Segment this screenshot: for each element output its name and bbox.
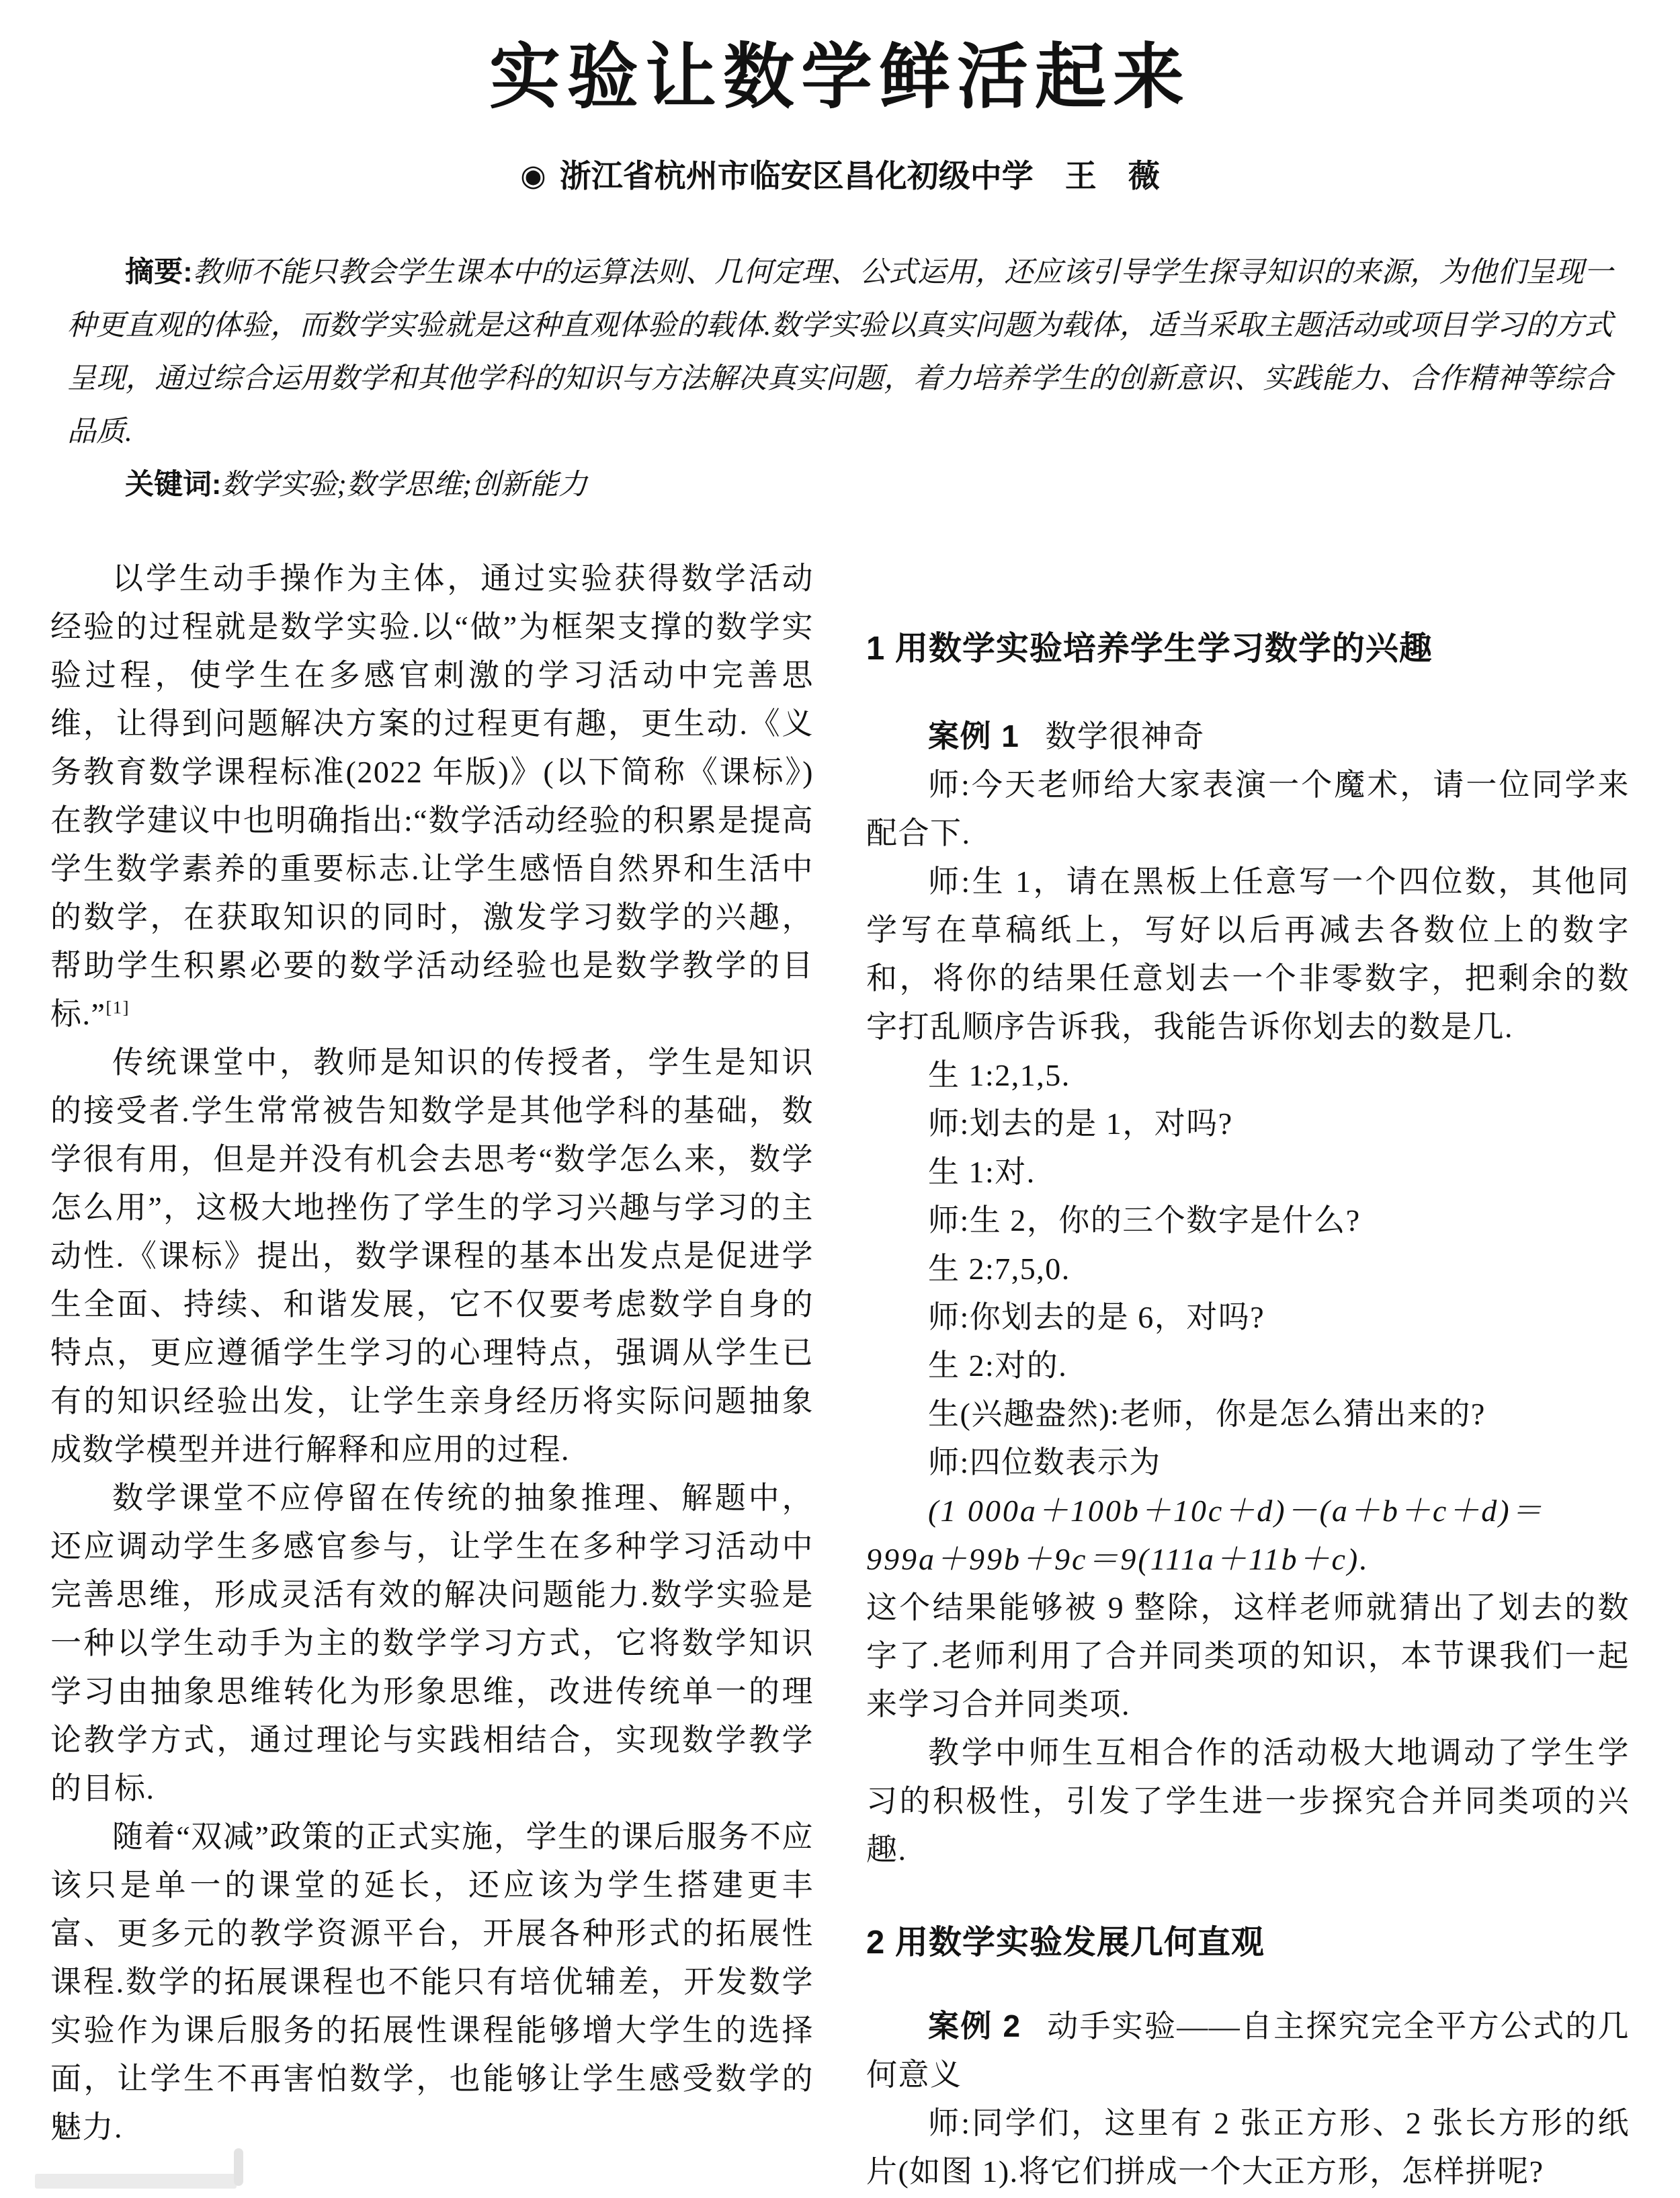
dialogue-line: 师:划去的是 1，对吗? (928, 1106, 1233, 1141)
abstract-text: 教师不能只教会学生课本中的运算法则、几何定理、公式运用，还应该引导学生探寻知识的来源，为他们呈现一种更直观的体验，而数学实验就是这种直观体验的载体.数学实验以真实问题为载体，适当采取主题活动或项目学习的方式呈现，通过综合运用数学和其他学科的知识与方法解决真实问题，着力培养学生的创新意识、实践能力、合作精神等综合品质. (67, 257, 1613, 448)
paragraph-after-formula: 这个结果能够被 9 整除，这样老师就猜出了划去的数字了.老师利用了合并同类项的知识，本节课我们一起来学习合并同类项. (866, 1590, 1630, 1722)
dialogue-line: 生 1:2,1,5. (928, 1058, 1070, 1093)
paragraph-math-class: 数学课堂不应停留在传统的抽象推理、解题中，还应调动学生多感官参与，让学生在多种学习活动中完善思维，形成灵活有效的解决问题能力.数学实验是一种以学生动手为主的数学学习方式，它将数学知识学习由抽象思维转化为形象思维，改进传统单一的理论教学方式，通过理论与实践相结合，实现数学教学的目标. (50, 1481, 814, 1806)
paragraph-intro-text: 以学生动手操作为主体，通过实验获得数学活动经验的过程就是数学实验.以“做”为框架支撑的数学实验过程，使学生在多感官刺激的学习活动中完善思维，让得到问题解决方案的过程更有趣，更生动.《义务教育数学课程标准(2022 年版)》(以下简称《课标》)在教学建议中也明确指出:“数学活动经验的积累是提高学生数学素养的重要标志.让学生感悟自然界和生活中的数学，在获取知识的同时，激发学习数学的兴趣，帮助学生积累必要的数学活动经验也是数学教学的目标.” (50, 561, 814, 1032)
section-heading-1: 1 用数学实验培养学生学习数学的兴趣 (866, 630, 1433, 667)
author-line (0, 151, 1680, 196)
abstract-paragraph (67, 246, 1613, 458)
case-2-label: 案例 2 (928, 2008, 1021, 2044)
two-column-body (50, 555, 1630, 2196)
dialogue-line: 师:你划去的是 6，对吗? (928, 1300, 1265, 1335)
dialogue-line: 生 2:对的. (928, 1348, 1068, 1383)
case-2-line (866, 2002, 1630, 2099)
dialogue-line: 师:生 2，你的三个数字是什么? (928, 1203, 1361, 1238)
dialogue-line: 生(兴趣盎然):老师，你是怎么猜出来的? (928, 1397, 1486, 1432)
paragraph-shuangjian: 随着“双减”政策的正式实施，学生的课后服务不应该只是单一的课堂的延长，还应该为学生搭建更丰富、更多元的教学资源平台，开展各种形式的拓展性课程.数学的拓展课程也不能只有培优辅差，开发数学实验作为课后服务的拓展性课程能够增大学生的选择面，让学生不再害怕数学，也能够让学生感受数学的魅力. (50, 1820, 814, 2145)
scan-artifact (35, 2174, 237, 2189)
dialogue-line: 师:生 1，请在黑板上任意写一个四位数，其他同学写在草稿纸上，写好以后再减去各数位上的数字和，将你的结果任意划去一个非零数字，把剩余的数字打乱顺序告诉我，我能告诉你划去的数是几. (866, 864, 1630, 1045)
case-1-label: 案例 1 (928, 719, 1020, 754)
case-2-title: 动手实验——自主探究完全平方公式的几何意义 (866, 2009, 1630, 2092)
paragraph-intro (50, 555, 814, 1039)
left-column (50, 555, 814, 2196)
paragraph-case1-summary: 教学中师生互相合作的活动极大地调动了学生学习的积极性，引发了学生进一步探究合并同类项的兴趣. (866, 1736, 1630, 1867)
scan-artifact (234, 2148, 243, 2186)
formula-line-1: (1 000a＋100b＋10c＋d)－(a＋b＋c＋d)＝ (928, 1494, 1544, 1529)
dialogue-line: 师:同学们，这里有 2 张正方形、2 张长方形的纸片(如图 1).将它们拼成一个大正方形，怎样拼呢? (866, 2106, 1630, 2189)
keywords-label: 关键词: (125, 469, 222, 501)
section-heading-2: 2 用数学实验发展几何直观 (866, 1924, 1265, 1961)
page-title: 实验让数学鲜活起来 (489, 38, 1191, 117)
reference-marker: [1] (106, 997, 130, 1018)
dialogue-line: 生 2:7,5,0. (928, 1252, 1070, 1287)
dialogue-line: 生 1:对. (928, 1155, 1036, 1190)
affiliation-author: 浙江省杭州市临安区昌化初级中学 王 薇 (559, 158, 1160, 194)
case-1-title: 数学很神奇 (1045, 719, 1205, 754)
dialogue-line: 师:四位数表示为 (928, 1445, 1161, 1480)
paragraph-traditional-class: 传统课堂中，教师是知识的传授者，学生是知识的接受者.学生常常被告知数学是其他学科的基础，数学很有用，但是并没有机会去思考“数学怎么来，数学怎么用”，这极大地挫伤了学生的学习兴趣与学习的主动性.《课标》提出，数学课程的基本出发点是促进学生全面、持续、和谐发展，它不仅要考虑数学自身的特点，更应遵循学生学习的心理特点，强调从学生已有的知识经验出发，让学生亲身经历将实际问题抽象成数学模型并进行解释和应用的过程. (50, 1045, 814, 1467)
keywords-paragraph (67, 458, 1613, 512)
right-column (866, 555, 1630, 2196)
abstract-label: 摘要: (125, 256, 193, 289)
math-formula (866, 1487, 1630, 1584)
dialogue-line: 师:今天老师给大家表演一个魔术，请一位同学来配合下. (866, 768, 1630, 851)
case-1-line (866, 712, 1630, 761)
abstract-block (67, 246, 1613, 512)
bullet-icon: ◉ (520, 159, 546, 193)
formula-line-2: 999a＋99b＋9c＝9(111a＋11b＋c). (866, 1542, 1370, 1577)
keywords-text: 数学实验;数学思维;创新能力 (221, 469, 587, 501)
